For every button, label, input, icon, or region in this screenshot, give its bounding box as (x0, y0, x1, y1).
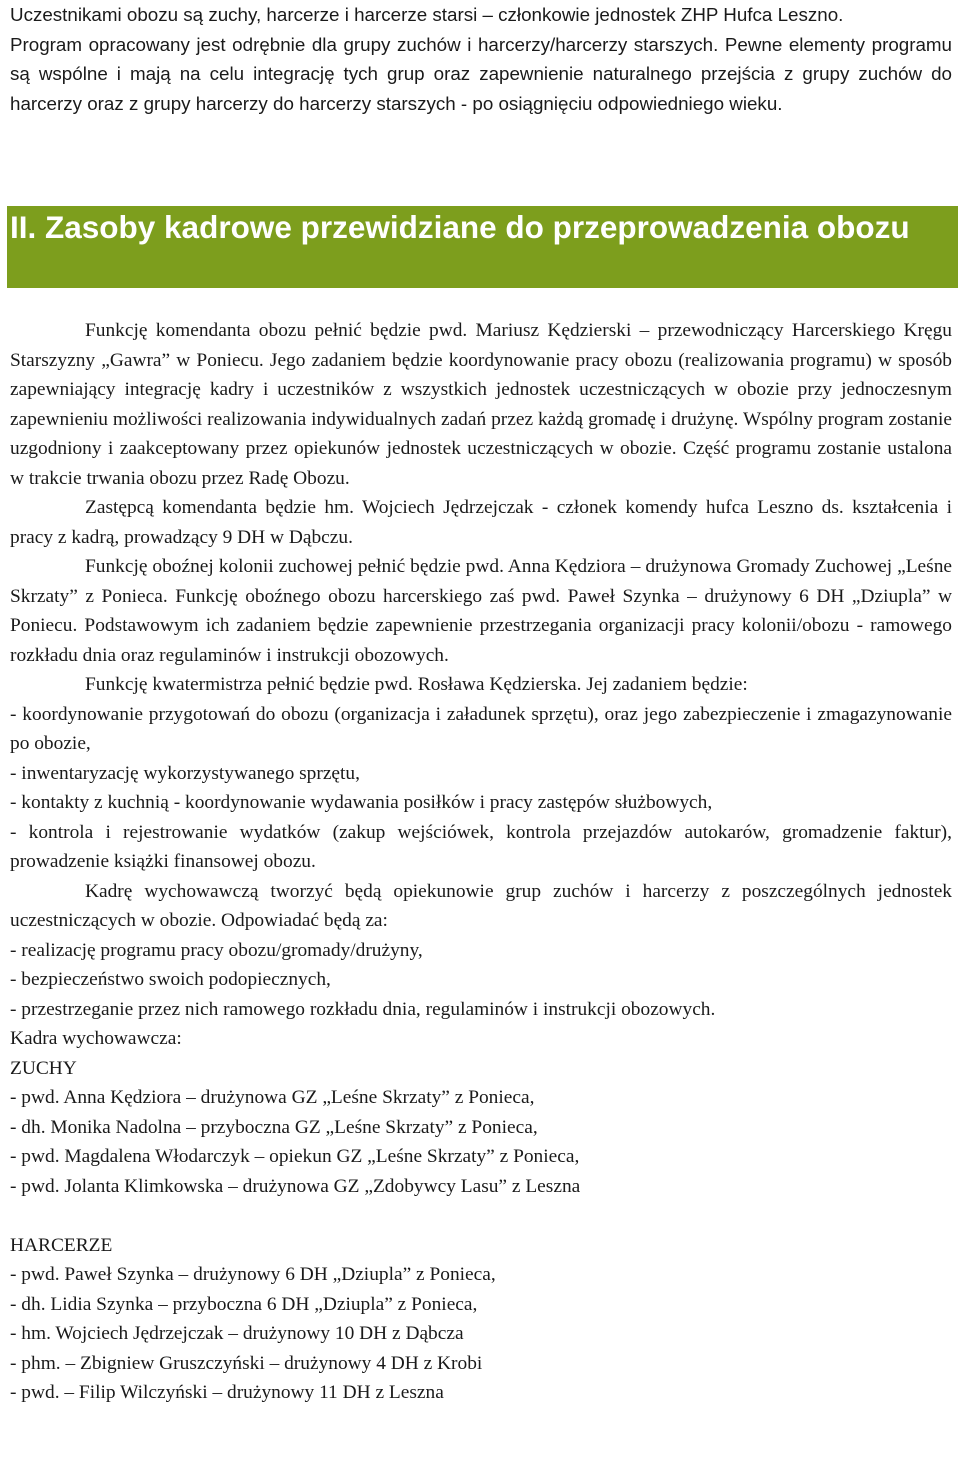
list-item: - dh. Monika Nadolna – przyboczna GZ „Leśne Skrzaty” z Poniecа, (10, 1116, 538, 1138)
staff-label: Kadra wychowawcza: (10, 1028, 182, 1049)
section-heading-banner (7, 206, 958, 288)
quartermaster-duties-list (10, 700, 952, 877)
educators-responsibilities-list (10, 936, 952, 1025)
list-item: - hm. Wojciech Jędrzejczak – drużynowy 10 DH z Dąbcza (10, 1323, 464, 1344)
list-item: - pwd. Anna Kędziora – drużynowa GZ „Leśne Skrzaty” z Poniecа, (10, 1087, 535, 1108)
list-item: - inwentaryzację wykorzystywanego sprzętu, (10, 762, 360, 784)
list-item: - dh. Lidia Szynka – przyboczna 6 DH „Dziupla” z Poniecа, (10, 1293, 478, 1315)
harcerze-label: HARCERZE (10, 1234, 113, 1256)
camp-officers-paragraph: Funkcję oboźnej kolonii zuchowej pełnić będzie pwd. Anna Kędziora – drużynowa Gromady Zuchowej „Leśne Skrzaty” z Poniecа. Funkcję oboźnego obozu harcerskiego zaś pwd. Paweł Szynka – drużynowy 6 DH „Dziupla” w Poniecu. Podstawowym ich zadaniem będzie zapewnienie przestrzegania organizacji pracy kolonii/obozu - ramowego rozkładu dnia oraz regulaminów i instrukcji obozowych. (10, 556, 952, 666)
educators-paragraph: Kadrę wychowawczą tworzyć będą opiekunowie grup zuchów i harcerzy z poszczególnych jednostek uczestniczących w obozie. Odpowiadać będą za: (10, 880, 952, 931)
section-heading: II. Zasoby kadrowe przewidziane do przeprowadzenia obozu (10, 209, 910, 245)
list-item: - przestrzeganie przez nich ramowego rozkładu dnia, regulaminów i instrukcji obozowych. (10, 998, 716, 1020)
list-item: - bezpieczeństwo swoich podopiecznych, (10, 969, 331, 990)
list-item: - realizację programu pracy obozu/gromady/drużyny, (10, 939, 423, 961)
quartermaster-paragraph: Funkcję kwatermistrza pełnić będzie pwd. Rosława Kędzierska. Jej zadaniem będzie: (85, 674, 748, 695)
list-item: - pwd. Magdalena Włodarczyk – opiekun GZ „Leśne Skrzaty” z Poniecа, (10, 1146, 580, 1167)
list-item: - koordynowanie przygotowań do obozu (organizacja i załadunek sprzętu), oraz jego zabezpieczenie i zmagazynowanie po obozie, (10, 703, 952, 754)
commander-paragraph: Funkcję komendanta obozu pełnić będzie pwd. Mariusz Kędzierski – przewodniczący Harcerskiego Kręgu Starszyzny „Gawra” w Poniecu. Jego zadaniem będzie koordynowanie pracy obozu (realizowania programu) w sposób zapewniający integrację kadry i uczestników z wszystkich jednostek uczestniczących w obozie przy jednoczesnym zapewnieniu możliwości realizowania indywidualnych zadań przez każdą gromadę i drużynę. Wspólny program zostanie uzgodniony i zaakceptowany przez opiekunów jednostek uczestniczących w obozie. Część programu zostanie ustalona w trakcie trwania obozu przez Radę Obozu. (10, 320, 952, 489)
list-item: - kontakty z kuchnią - koordynowanie wydawania posiłków i pracy zastępów służbowych, (10, 792, 713, 813)
spacer (10, 1201, 952, 1231)
intro-participants-paragraph: Uczestnikami obozu są zuchy, harcerze i harcerze starsi – członkowie jednostek ZHP Hufca Leszno. (10, 4, 844, 25)
intro-program-paragraph: Program opracowany jest odrębnie dla grupy zuchów i harcerzy/harcerzy starszych. Pewne elementy programu są wspólne i mają na celu integrację tych grup oraz zapewnienie naturalnego przejścia z grupy zuchów do harcerzy oraz z grupy harcerzy do harcerzy starszych - po osiągnięciu odpowiedniego wieku. (10, 33, 952, 114)
staff-section-body (10, 316, 952, 1408)
list-item: - phm. – Zbigniew Gruszczyński – drużynowy 4 DH z Krobi (10, 1352, 483, 1374)
zuchy-label: ZUCHY (10, 1057, 77, 1079)
list-item: - kontrola i rejestrowanie wydatków (zakup wejściówek, kontrola przejazdów autokarów, gromadzenie faktur), prowadzenie książki finansowej obozu. (10, 821, 952, 872)
zuchy-staff-list (10, 1083, 952, 1201)
list-item: - pwd. – Filip Wilczyński – drużynowy 11 DH z Leszna (10, 1382, 444, 1403)
harcerze-staff-list (10, 1260, 952, 1408)
list-item: - pwd. Paweł Szynka – drużynowy 6 DH „Dziupla” z Poniecа, (10, 1264, 496, 1285)
intro-section (10, 0, 952, 118)
deputy-paragraph: Zastępcą komendanta będzie hm. Wojciech Jędrzejczak - członek komendy hufca Leszno ds. kształcenia i pracy z kadrą, prowadzący 9 DH w Dąbczu. (10, 497, 952, 548)
list-item: - pwd. Jolanta Klimkowska – drużynowa GZ „Zdobywcy Lasu” z Leszna (10, 1175, 581, 1197)
